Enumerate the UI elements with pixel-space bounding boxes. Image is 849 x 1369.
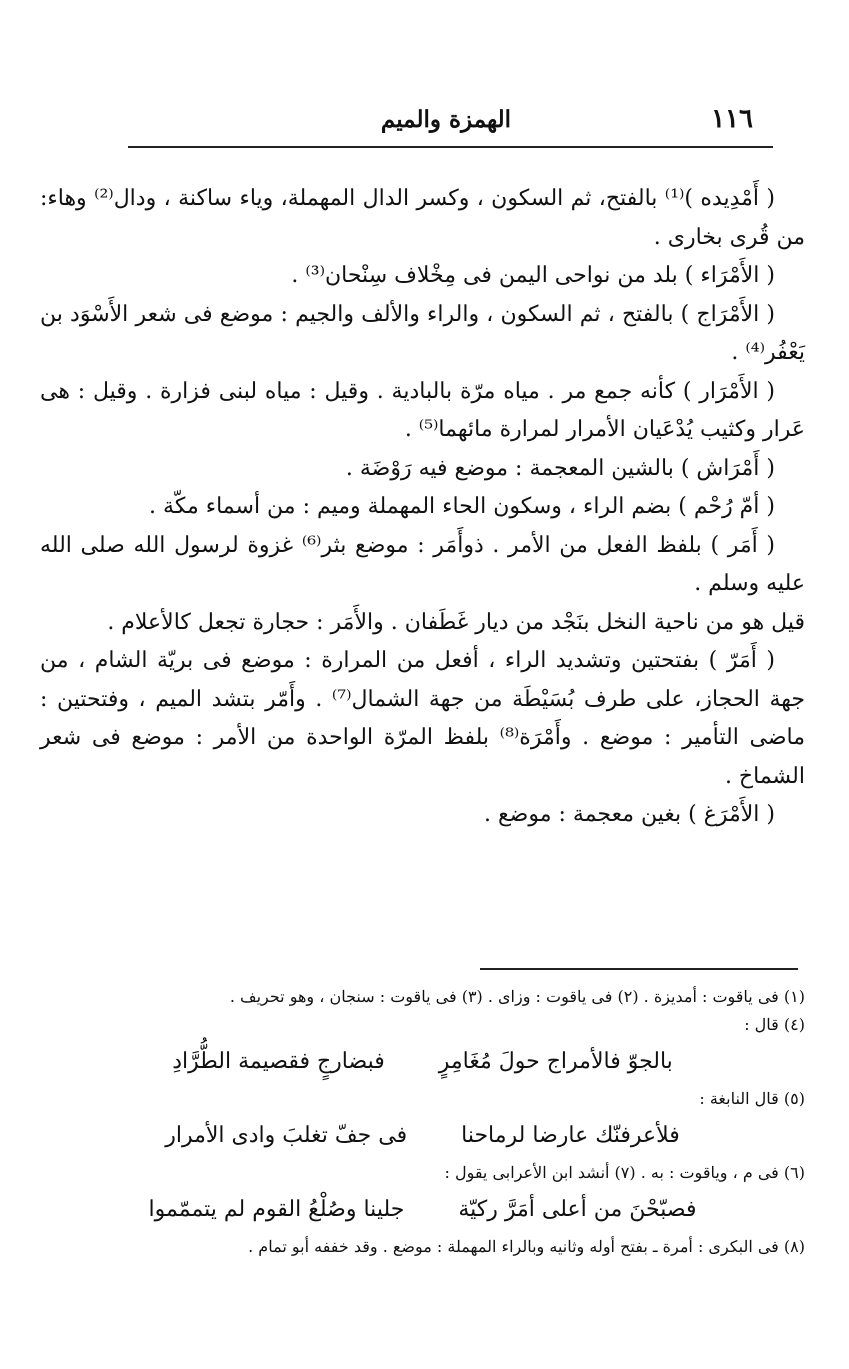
verse-hemistich-first: بالجوّ فالأمراج حولَ مُغَامِرٍ [438,1049,673,1074]
header-rule [128,146,773,148]
main-text [40,180,805,835]
entry-al-amrar: ( الأَمْرَار ) كأنه جمع مر . مياه مرّة بالبادية . وقيل : مياه لبنى فزارة . وقيل : هى عَرار وكثيب يُدْعَيان الأمرار لمرارة مائهما⁽⁵⁾ . [40,378,805,442]
footnote-rule [480,968,798,970]
footnote-4-verse [40,1039,805,1085]
page-number: ١١٦ [711,104,753,134]
entry-al-umara: ( الأَمْرَاء ) بلد من نواحى اليمن فى مِخْلاف سِنْحان⁽³⁾ . [291,263,775,288]
footnote-4-intro: (٤) قال : [744,1015,805,1034]
running-head: الهمزة والميم [380,106,511,133]
verse-hemistich-first: فلأعرفنّك عارضا لرماحنا [461,1123,680,1148]
footnote-8: (٨) فى البكرى : أمرة ـ بفتح أوله وثانيه وبالراء المهملة : موضع . وقد خففه أبو تمام . [248,1237,805,1256]
verse-hemistich-second: جلينا وصُلْعُ القوم لم يتممّموا [148,1197,405,1222]
entry-amarr: ( أَمَرّ ) بفتحتين وتشديد الراء ، أفعل من المرارة : موضع فى بريّة الشام ، من جهة الحجاز، على طرف بُسَيْطَة من جهة الشمال⁽⁷⁾ . وأَمّر بتشد الميم ، وفتحتين : ماضى التأمير : موضع . وأَمْرَة⁽⁸⁾ بلفظ المرّة الواحدة من الأمر : موضع فى شعر الشماخ . [40,648,805,789]
verse-hemistich-second: فبضارجٍ فقصيمة الطُّرَّادِ [172,1049,385,1074]
entry-al-amragh: ( الأَمْرَغ ) بغين معجمة : موضع . [483,802,775,827]
footnotes [40,983,805,1261]
footnote-6-7: (٦) فى م ، وياقوت : به . (٧) أنشد ابن الأعرابى يقول : [444,1163,805,1182]
footnote-7-verse [40,1187,805,1233]
footnote-5-verse [40,1113,805,1159]
verse-hemistich-first: فصبّحْنَ من أعلى أمَرَّ ركيّة [458,1197,697,1222]
entry-amar: ( أَمَر ) بلفظ الفعل من الأمر . ذوأَمَر : موضع بثر⁽⁶⁾ غزوة لرسول الله صلى الله عليه وسلم . [40,532,805,596]
footnote-5-intro: (٥) قال النابغة : [699,1089,805,1108]
entry-amar-continued: قيل هو من ناحية النخل بنَجْد من ديار غَطَفان . والأَمَر : حجارة تجعل كالأعلام . [107,609,805,635]
footnote-1-3: (١) فى ياقوت : أمديزة . (٢) فى ياقوت : وزاى . (٣) فى ياقوت : سنجان ، وهو تحريف . [229,987,805,1006]
entry-amdida: ( أَمْدِيده )⁽¹⁾ بالفتح، ثم السكون ، وكسر الدال المهملة، وياء ساكنة ، ودال⁽²⁾ وهاء: من قُرى بخارى . [40,186,805,250]
entry-umm-ruhm: ( أمّ رُحْم ) بضم الراء ، وسكون الحاء المهملة وميم : من أسماء مكّة . [149,494,775,519]
entry-al-amraj: ( الأَمْرَاج ) بالفتح ، ثم السكون ، والراء والألف والجيم : موضع فى شعر الأَسْوَد بن يَعْفُر⁽⁴⁾ . [40,301,805,365]
entry-amrash: ( أَمْرَاش ) بالشين المعجمة : موضع فيه رَوْضَة . [345,455,775,481]
page-header [128,104,773,144]
verse-hemistich-second: فى جفّ تغلبَ وادى الأمرار [165,1123,408,1148]
